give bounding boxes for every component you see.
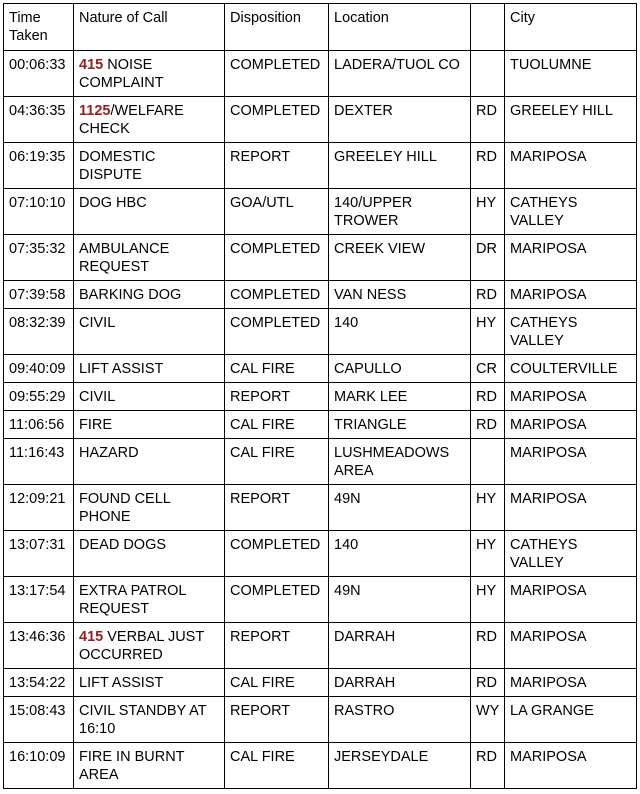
cell-nature-of-call <box>74 439 225 485</box>
cell-disposition: REPORT <box>225 383 329 411</box>
cell-location: DARRAH <box>329 669 471 697</box>
nature-text: DOG HBC <box>79 195 147 211</box>
cell-disposition: COMPLETED <box>225 51 329 97</box>
cell-location: LADERA/TUOL CO <box>329 51 471 97</box>
cell-location: DEXTER <box>329 97 471 143</box>
cell-disposition: REPORT <box>225 697 329 743</box>
incident-code: 415 <box>79 57 104 73</box>
cell-time-taken: 07:35:32 <box>4 235 74 281</box>
cell-nature-of-call <box>74 51 225 97</box>
cell-nature-of-call <box>74 411 225 439</box>
header-row <box>4 4 637 51</box>
cell-time-taken: 04:36:35 <box>4 97 74 143</box>
cell-disposition: COMPLETED <box>225 531 329 577</box>
cell-suffix: HY <box>471 309 505 355</box>
nature-text: CIVIL <box>79 389 116 405</box>
cell-location: CAPULLO <box>329 355 471 383</box>
table-row <box>4 51 637 97</box>
cell-city: MARIPOSA <box>505 577 637 623</box>
table-row <box>4 485 637 531</box>
cell-disposition: COMPLETED <box>225 577 329 623</box>
cell-suffix: RD <box>471 623 505 669</box>
cell-location: 49N <box>329 577 471 623</box>
cell-city: MARIPOSA <box>505 485 637 531</box>
table-row <box>4 577 637 623</box>
cell-nature-of-call <box>74 383 225 411</box>
header-location: Location <box>329 4 471 51</box>
cell-location: MARK LEE <box>329 383 471 411</box>
cell-location: LUSHMEADOWS AREA <box>329 439 471 485</box>
cell-city: GREELEY HILL <box>505 97 637 143</box>
cell-suffix: HY <box>471 485 505 531</box>
cell-city: MARIPOSA <box>505 669 637 697</box>
table-row <box>4 623 637 669</box>
incident-code: 1125 <box>79 103 111 119</box>
nature-text: DEAD DOGS <box>79 537 167 553</box>
cell-nature-of-call <box>74 577 225 623</box>
cell-time-taken: 16:10:09 <box>4 743 74 789</box>
cell-time-taken: 13:54:22 <box>4 669 74 697</box>
cell-suffix: HY <box>471 189 505 235</box>
cell-location: GREELEY HILL <box>329 143 471 189</box>
cell-suffix: HY <box>471 531 505 577</box>
table-row <box>4 189 637 235</box>
incident-code: 415 <box>79 629 104 645</box>
header-time-taken: Time Taken <box>4 4 74 51</box>
cell-nature-of-call <box>74 355 225 383</box>
table-row <box>4 281 637 309</box>
cell-city: MARIPOSA <box>505 411 637 439</box>
cell-disposition: CAL FIRE <box>225 743 329 789</box>
nature-text: FIRE IN BURNT AREA <box>79 749 188 783</box>
call-log-body <box>4 51 637 789</box>
header-city: City <box>505 4 637 51</box>
cell-city: CATHEYS VALLEY <box>505 531 637 577</box>
cell-suffix: WY <box>471 697 505 743</box>
header-nature-of-call: Nature of Call <box>74 4 225 51</box>
table-row <box>4 411 637 439</box>
cell-location: JERSEYDALE <box>329 743 471 789</box>
cell-city: CATHEYS VALLEY <box>505 189 637 235</box>
table-row <box>4 697 637 743</box>
cell-city: MARIPOSA <box>505 383 637 411</box>
nature-text: BARKING DOG <box>79 287 182 303</box>
cell-suffix: RD <box>471 669 505 697</box>
cell-disposition: CAL FIRE <box>225 669 329 697</box>
cell-suffix: CR <box>471 355 505 383</box>
cell-disposition: GOA/UTL <box>225 189 329 235</box>
cell-location: 140 <box>329 309 471 355</box>
cell-suffix: RD <box>471 281 505 309</box>
cell-disposition: REPORT <box>225 143 329 189</box>
cell-time-taken: 12:09:21 <box>4 485 74 531</box>
nature-text: VERBAL JUST OCCURRED <box>79 629 208 663</box>
cell-suffix <box>471 51 505 97</box>
nature-text: CIVIL <box>79 315 116 331</box>
cell-suffix: RD <box>471 97 505 143</box>
table-row <box>4 743 637 789</box>
cell-disposition: CAL FIRE <box>225 355 329 383</box>
cell-suffix: RD <box>471 383 505 411</box>
cell-time-taken: 09:55:29 <box>4 383 74 411</box>
cell-suffix: HY <box>471 577 505 623</box>
cell-time-taken: 13:46:36 <box>4 623 74 669</box>
table-row <box>4 531 637 577</box>
table-row <box>4 235 637 281</box>
cell-location: TRIANGLE <box>329 411 471 439</box>
cell-disposition: COMPLETED <box>225 281 329 309</box>
cell-disposition: COMPLETED <box>225 97 329 143</box>
nature-text: EXTRA PATROL REQUEST <box>79 583 190 617</box>
nature-text: FOUND CELL PHONE <box>79 491 175 525</box>
call-log-table <box>3 3 637 789</box>
cell-time-taken: 09:40:09 <box>4 355 74 383</box>
cell-time-taken: 07:10:10 <box>4 189 74 235</box>
cell-time-taken: 07:39:58 <box>4 281 74 309</box>
cell-time-taken: 11:16:43 <box>4 439 74 485</box>
cell-city: MARIPOSA <box>505 439 637 485</box>
nature-text: AMBULANCE REQUEST <box>79 241 174 275</box>
nature-text: LIFT ASSIST <box>79 361 164 377</box>
nature-text: FIRE <box>79 417 113 433</box>
header-disposition: Disposition <box>225 4 329 51</box>
cell-disposition: REPORT <box>225 485 329 531</box>
cell-location: 49N <box>329 485 471 531</box>
cell-city: MARIPOSA <box>505 235 637 281</box>
cell-disposition: COMPLETED <box>225 309 329 355</box>
cell-nature-of-call <box>74 697 225 743</box>
cell-nature-of-call <box>74 309 225 355</box>
cell-suffix: RD <box>471 411 505 439</box>
cell-location: CREEK VIEW <box>329 235 471 281</box>
cell-suffix: RD <box>471 143 505 189</box>
nature-text: LIFT ASSIST <box>79 675 164 691</box>
cell-nature-of-call <box>74 189 225 235</box>
table-row <box>4 97 637 143</box>
cell-city: MARIPOSA <box>505 143 637 189</box>
cell-city: TUOLUMNE <box>505 51 637 97</box>
nature-text: HAZARD <box>79 445 139 461</box>
cell-city: MARIPOSA <box>505 743 637 789</box>
cell-nature-of-call <box>74 143 225 189</box>
cell-city: MARIPOSA <box>505 281 637 309</box>
cell-disposition: CAL FIRE <box>225 439 329 485</box>
cell-nature-of-call <box>74 669 225 697</box>
table-row <box>4 309 637 355</box>
cell-city: COULTERVILLE <box>505 355 637 383</box>
nature-text: NOISE COMPLAINT <box>79 57 164 91</box>
cell-location: 140 <box>329 531 471 577</box>
cell-location: VAN NESS <box>329 281 471 309</box>
cell-location: 140/UPPER TROWER <box>329 189 471 235</box>
cell-suffix <box>471 439 505 485</box>
cell-time-taken: 11:06:56 <box>4 411 74 439</box>
cell-nature-of-call <box>74 97 225 143</box>
cell-city: CATHEYS VALLEY <box>505 309 637 355</box>
nature-text: /WELFARE CHECK <box>79 103 188 137</box>
table-row <box>4 669 637 697</box>
cell-nature-of-call <box>74 623 225 669</box>
cell-time-taken: 06:19:35 <box>4 143 74 189</box>
cell-location: DARRAH <box>329 623 471 669</box>
cell-time-taken: 15:08:43 <box>4 697 74 743</box>
cell-nature-of-call <box>74 743 225 789</box>
cell-nature-of-call <box>74 281 225 309</box>
cell-city: LA GRANGE <box>505 697 637 743</box>
table-row <box>4 439 637 485</box>
cell-nature-of-call <box>74 485 225 531</box>
table-row <box>4 143 637 189</box>
cell-location: RASTRO <box>329 697 471 743</box>
cell-time-taken: 08:32:39 <box>4 309 74 355</box>
cell-nature-of-call <box>74 235 225 281</box>
nature-text: DOMESTIC DISPUTE <box>79 149 160 183</box>
cell-disposition: REPORT <box>225 623 329 669</box>
cell-disposition: COMPLETED <box>225 235 329 281</box>
table-row <box>4 383 637 411</box>
cell-time-taken: 13:07:31 <box>4 531 74 577</box>
cell-suffix: DR <box>471 235 505 281</box>
cell-city: MARIPOSA <box>505 623 637 669</box>
cell-nature-of-call <box>74 531 225 577</box>
header-suffix <box>471 4 505 51</box>
cell-time-taken: 00:06:33 <box>4 51 74 97</box>
cell-suffix: RD <box>471 743 505 789</box>
cell-disposition: CAL FIRE <box>225 411 329 439</box>
nature-text: CIVIL STANDBY AT 16:10 <box>79 703 211 737</box>
cell-time-taken: 13:17:54 <box>4 577 74 623</box>
table-row <box>4 355 637 383</box>
